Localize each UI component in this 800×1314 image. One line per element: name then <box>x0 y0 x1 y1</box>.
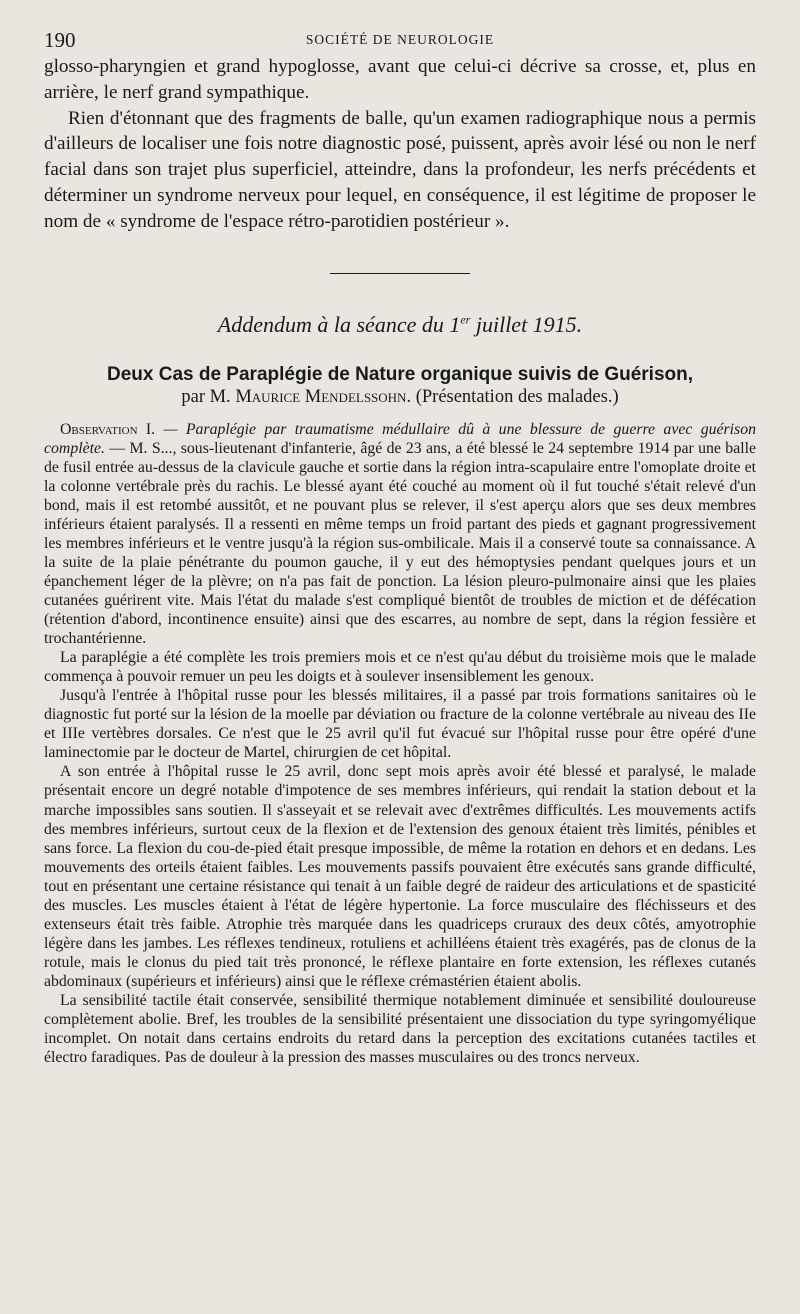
byline-prefix: par M. <box>181 386 236 407</box>
intro-section <box>44 54 756 235</box>
observation-label: Observation I. <box>60 420 156 438</box>
body-paragraph-2: La paraplégie a été complète les trois premiers mois et ce n'est qu'au début du troisième mois que le malade commença à pouvoir remuer un peu les doigts et à soulever insensiblement les genoux. <box>44 649 756 686</box>
running-title: SOCIÉTÉ DE NEUROLOGIE <box>305 32 495 47</box>
body-paragraph-5: La sensibilité tactile était conservée, sensibilité thermique notablement diminuée et sensibilité douloureuse complètement abolie. Bref, les troubles de la sensibilité présentaient une dissociation du type syringomyélique incomplet. On notait dans certains endroits du retard dans la perception des excitations cutanées tactiles et électro faradiques. Pas de douleur à la pression des masses musculaires ou des troncs nerveux. <box>44 991 756 1067</box>
addendum-suffix: juillet 1915. <box>470 311 583 337</box>
addendum-heading <box>44 312 756 338</box>
section-divider <box>330 273 470 274</box>
page-header <box>44 22 756 54</box>
page-number: 190 <box>44 28 76 52</box>
body-paragraph-3: Jusqu'à l'entrée à l'hôpital russe pour les blessés militaires, il a passé par trois formations sanitaires où le diagnostic fut porté sur la lésion de la moelle par déviation ou fracture de la colonne vertébrale au niveau des IIe et IIIe vertèbres dorsales. Ce n'est que le 25 avril qu'il fut évacué sur l'hôpital russe pour être opéré d'une laminectomie par le docteur de Martel, chirurgien de cet hôpital. <box>44 687 756 762</box>
body-paragraph-4: A son entrée à l'hôpital russe le 25 avril, donc sept mois après avoir été blessé et paralysé, le malade présentait encore un degré notable d'impotence de ses membres inférieurs, qui rendait la station debout et la marche impossibles sans soutien. Il s'asseyait et se relevait avec d'extrêmes difficultés. Les mouvements actifs des membres inférieurs, surtout ceux de la flexion et de l'extension des genoux étaient très limités, pénibles et sans force. La flexion du cou-de-pied était presque impossible, de même la rotation en dehors et en dedans. Les mouvements des orteils étaient faibles. Les mouvements passifs pouvaient être exécutés sans grande difficulté, tout en présentant une certaine résistance qui tenait à un faible degré de raideur des articulations et de spasticité des muscles. Les muscles étaient à l'état de légère hypertonie. La force musculaire des fléchisseurs et des extenseurs était très faible. Atrophie très marquée dans les quadriceps cruraux des deux côtés, amyotrophie légère dans les jambes. Les réflexes tendineux, rotuliens et achilléens étaient très exagérés, pas de clonus de la rotule, mais le clonus du pied tait très prononcé, le réflexe plantaire en forte extension, les réflexes cutanés abdominaux (supérieurs et inférieurs) ainsi que le réflexe crémastérien étaient abolis. <box>44 763 756 990</box>
intro-paragraph-1: glosso-pharyngien et grand hypoglosse, avant que celui-ci décrive sa crosse, et, plus en arrière, le nerf grand sympathique. <box>44 56 756 103</box>
observation-text: — M. S..., sous-lieutenant d'infanterie, âgé de 23 ans, a été blessé le 24 septembre 1914 par une balle de fusil entrée au-dessus de la clavicule gauche et sortie dans la région intra-scapulaire entre l'omoplate droite et la colonne vertébrale près du rachis. Le blessé ayant été couché au moment où il fut touché s'était relevé d'un bond, mais il est retombé aussitôt, et ne pouvant plus se relever, il s'est aperçu alors que ses deux membres inférieurs étaient paralysés. Il a ressenti en même temps un froid partant des pieds et gagnant progressivement les membres inférieurs et le ventre jusqu'à la région sus-ombilicale. Mais il a conservé toute sa connaissance. A la suite de la plaie pénétrante du poumon gauche, il y eut des hémoptysies pendant quelques jours et un épanchement léger de la plèvre; on n'a pas fait de ponction. La lésion pleuro-pulmonaire ainsi que les plaies cutanées guérirent vite. Mais l'état du malade s'est compliqué bientôt de troubles de miction et de défécation (rétention d'abord, incontinence ensuite) ainsi que des escarres, au nombre de sept, dans la région fessière et trochantérienne. <box>44 439 756 648</box>
addendum-prefix: Addendum à la séance du 1 <box>217 311 461 337</box>
article-body <box>44 420 756 1068</box>
intro-paragraph-2: Rien d'étonnant que des fragments de balle, qu'un examen radiographique nous a permis d'ailleurs de localiser une fois notre diagnostic posé, puissent, après avoir lésé ou non le nerf facial dans son trajet plus superficiel, atteindre, dans la profondeur, les nerfs précédents et déterminer un syndrome nerveux pour lequel, en conséquence, il est légitime de proposer le nom de « syndrome de l'espace rétro-parotidien postérieur ». <box>44 107 756 232</box>
byline-suffix: . (Présentation des malades.) <box>406 386 619 407</box>
article-byline <box>44 387 756 408</box>
author-name: Maurice Mendelssohn <box>235 386 407 407</box>
article-title: Deux Cas de Paraplégie de Nature organique suivis de Guérison, <box>106 363 693 385</box>
addendum-superscript: er <box>460 312 471 327</box>
observation-title: — Paraplégie par traumatisme médullaire dû à une blessure de guerre avec guérison complète. <box>44 420 756 457</box>
observation-paragraph-1 <box>44 420 756 649</box>
